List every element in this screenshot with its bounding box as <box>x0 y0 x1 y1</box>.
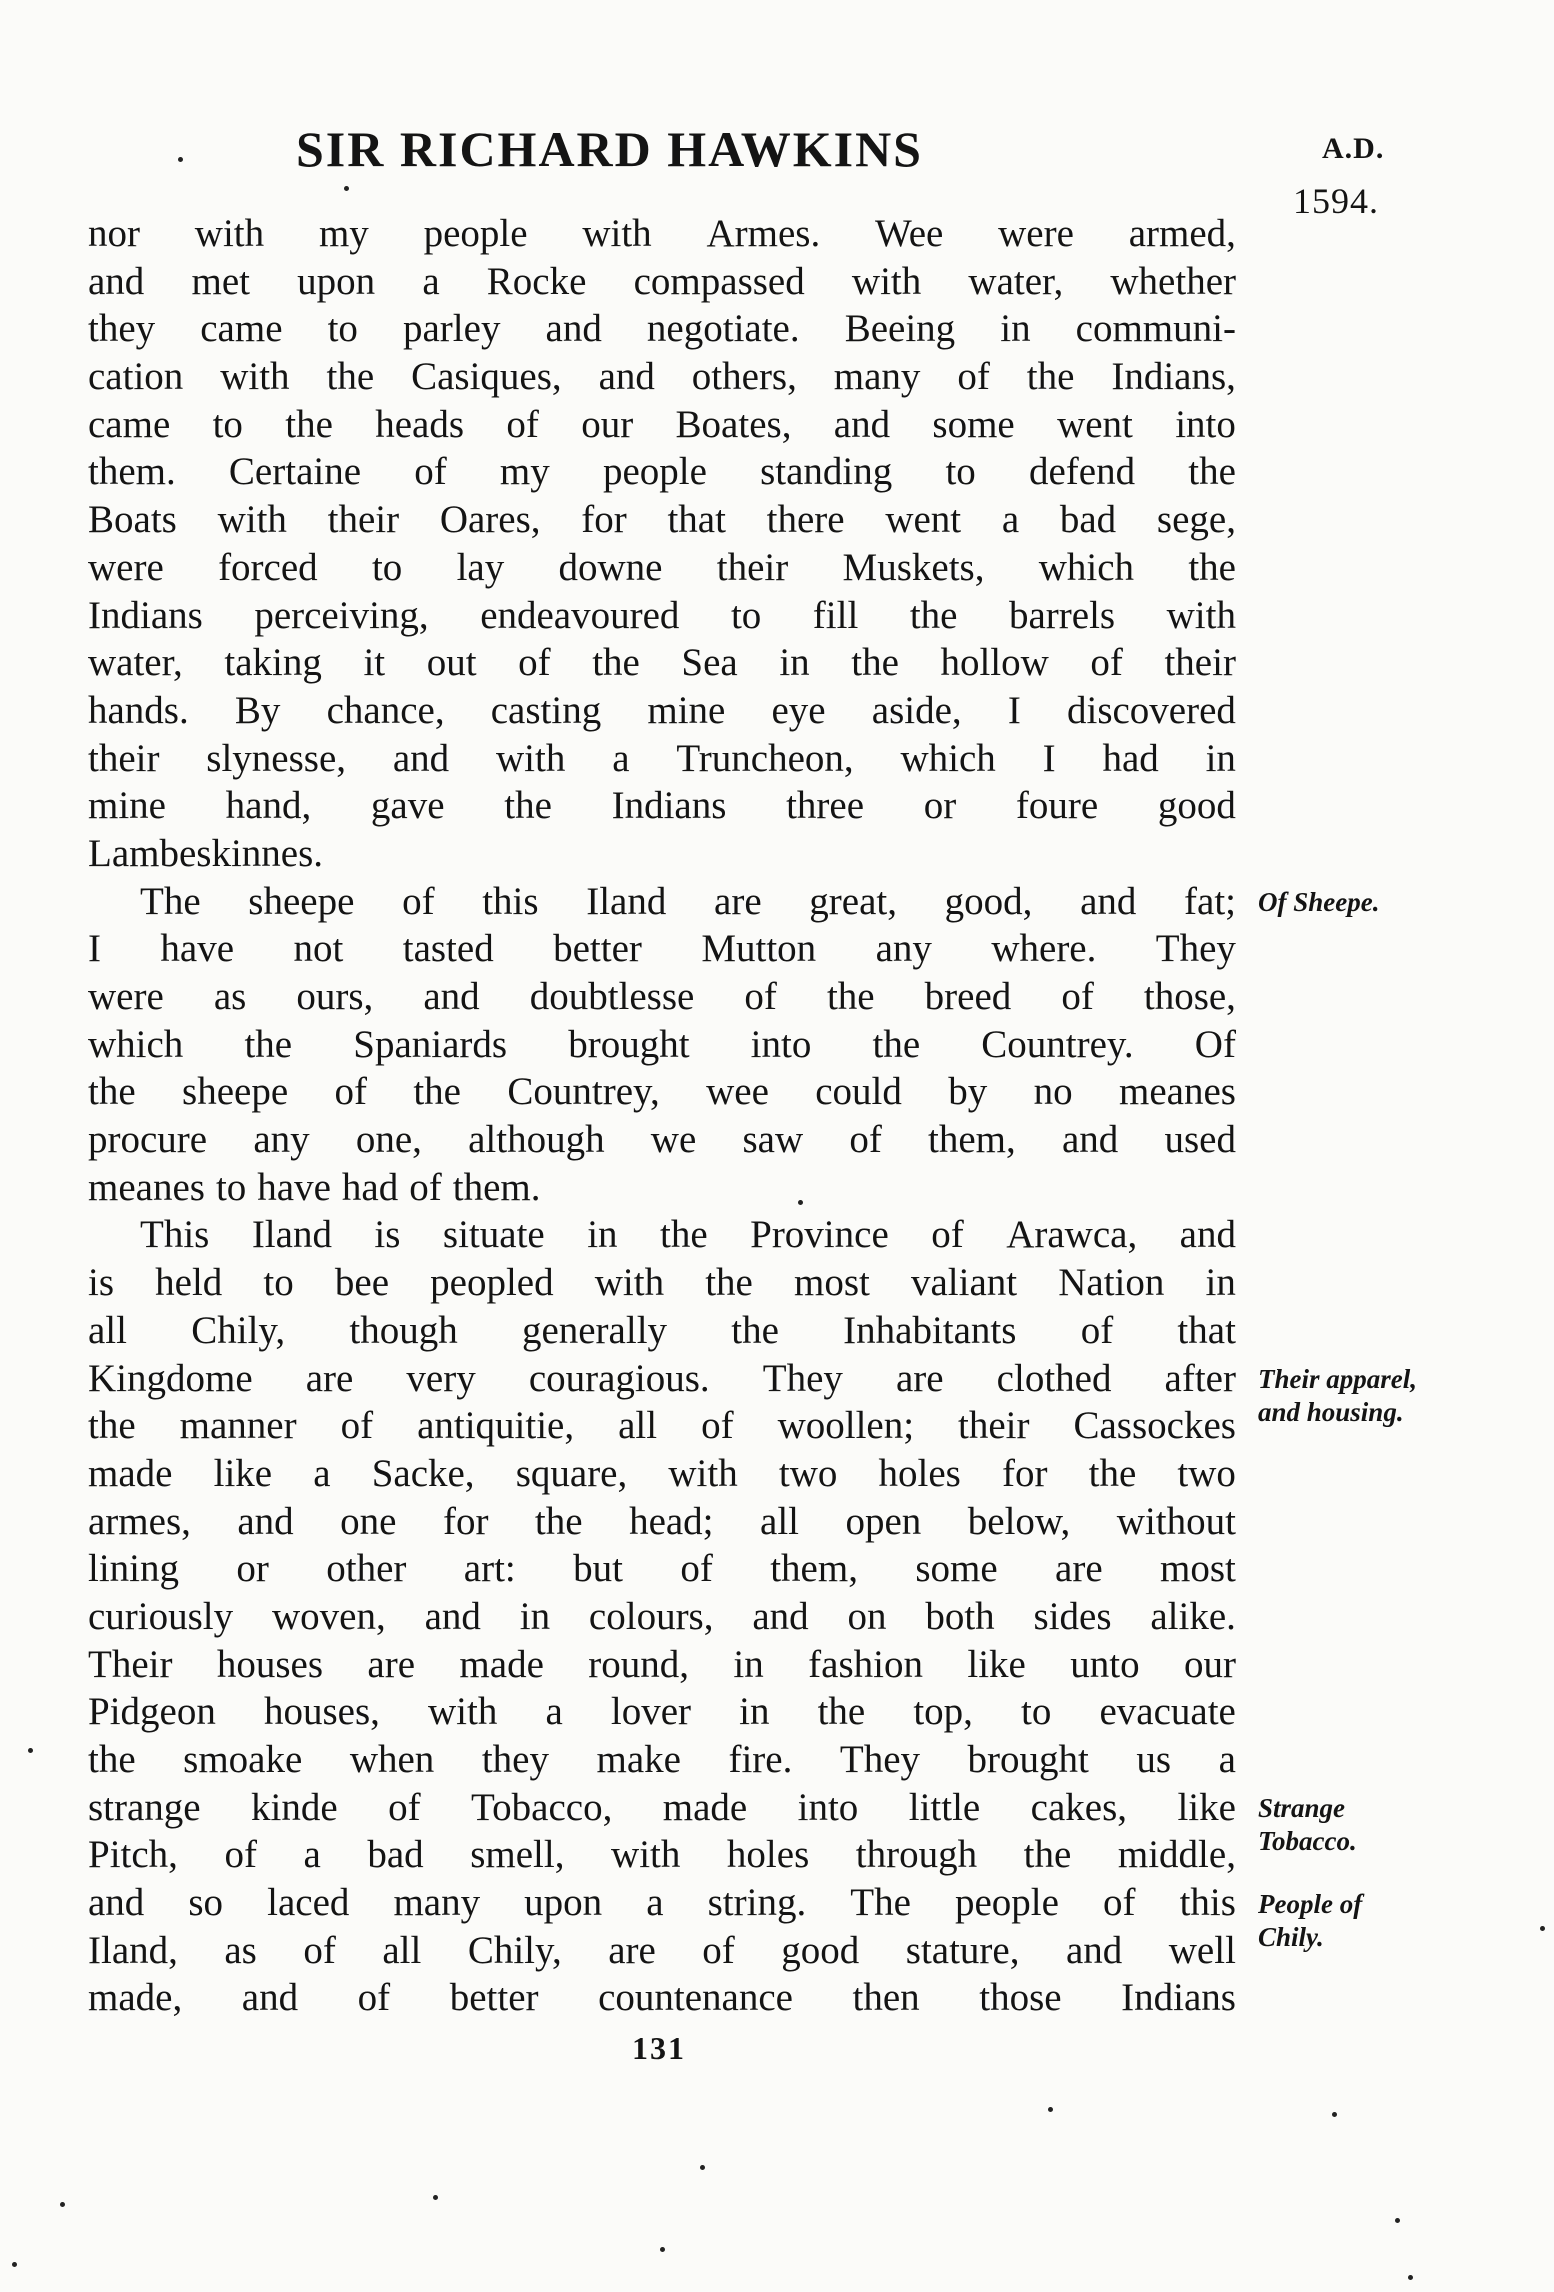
text-line: I have not tasted better Mutton any where. They <box>88 927 1236 971</box>
text-line: made like a Sacke, square, with two holes for the two <box>88 1451 1236 1495</box>
scan-speck <box>178 157 183 162</box>
text-line: and met upon a Rocke compassed with water, whether <box>88 259 1236 303</box>
margin-note: Of Sheepe. <box>1258 886 1380 917</box>
margin-note: People of Chily. <box>1258 1888 1363 1952</box>
text-line: procure any one, although we saw of them, and used <box>88 1118 1236 1162</box>
scan-speck <box>700 2165 705 2170</box>
text-line: Boats with their Oares, for that there went a bad sege, <box>88 498 1236 542</box>
running-title: SIR RICHARD HAWKINS <box>296 121 923 177</box>
text-line: water, taking it out of the Sea in the hollow of their <box>88 641 1236 685</box>
text-line: cation with the Casiques, and others, many of the Indians, <box>88 355 1236 399</box>
text-line: made, and of better countenance then those Indians <box>88 1976 1236 2020</box>
text-line: they came to parley and negotiate. Beeing in communi- <box>88 307 1236 351</box>
scan-speck <box>660 2247 665 2252</box>
text-line: strange kinde of Tobacco, made into little cakes, like <box>88 1785 1236 1829</box>
text-line: and so laced many upon a string. The people of this <box>88 1881 1236 1925</box>
text-line: which the Spaniards brought into the Countrey. Of <box>88 1022 1236 1066</box>
text-line: This Iland is situate in the Province of Arawca, and <box>140 1213 1236 1257</box>
text-line: were as ours, and doubtlesse of the breed of those, <box>88 975 1236 1018</box>
body-text <box>88 210 1236 2022</box>
scan-speck <box>28 1748 33 1753</box>
text-line: came to the heads of our Boates, and some went into <box>88 402 1236 446</box>
text-line: Kingdome are very couragious. They are clothed after <box>88 1356 1236 1400</box>
text-line: the smoake when they make fire. They brought us a <box>88 1738 1236 1781</box>
text-line: Pidgeon houses, with a lover in the top, to evacuate <box>88 1690 1236 1734</box>
text-line: Lambeskinnes. <box>88 831 324 875</box>
scan-speck <box>1408 2275 1413 2280</box>
text-line: Pitch, of a bad smell, with holes through the middle, <box>88 1833 1236 1877</box>
margin-note: Strange Tobacco. <box>1258 1793 1357 1857</box>
year-value: 1594. <box>1293 181 1379 221</box>
text-line: mine hand, gave the Indians three or foure good <box>88 784 1236 828</box>
page-number: 131 <box>632 2030 686 2066</box>
text-line: all Chily, though generally the Inhabitants of that <box>88 1308 1236 1352</box>
text-line: armes, and one for the head; all open below, without <box>88 1499 1236 1543</box>
year-label: A.D. <box>1322 132 1385 165</box>
scan-speck <box>1332 2112 1337 2117</box>
text-line: lining or other art: but of them, some are most <box>88 1547 1236 1591</box>
text-line: their slynesse, and with a Truncheon, which I had in <box>88 736 1236 780</box>
text-line: the manner of antiquitie, all of woollen; their Cassockes <box>88 1404 1236 1448</box>
scan-speck <box>60 2202 65 2207</box>
text-line: were forced to lay downe their Muskets, which the <box>88 545 1236 589</box>
text-line: meanes to have had of them. <box>88 1165 541 1209</box>
text-line: Indians perceiving, endeavoured to fill the barrels with <box>88 593 1236 637</box>
text-line: curiously woven, and in colours, and on both sides alike. <box>88 1594 1236 1638</box>
scan-speck <box>12 2262 17 2267</box>
margin-note: Their apparel, and housing. <box>1258 1363 1417 1427</box>
text-line: the sheepe of the Countrey, wee could by no meanes <box>88 1070 1236 1114</box>
text-line: hands. By chance, casting mine eye aside, I discovered <box>88 688 1236 732</box>
text-line: Their houses are made round, in fashion like unto our <box>88 1642 1236 1686</box>
text-line: them. Certaine of my people standing to defend the <box>88 450 1236 494</box>
text-line: nor with my people with Armes. Wee were armed, <box>88 212 1236 255</box>
scan-speck <box>1048 2107 1053 2112</box>
scan-speck <box>1395 2218 1400 2223</box>
scan-speck <box>798 1200 803 1205</box>
scan-speck <box>344 186 349 191</box>
text-line: is held to bee peopled with the most valiant Nation in <box>88 1261 1236 1305</box>
text-line: Iland, as of all Chily, are of good stature, and well <box>88 1928 1236 1972</box>
text-line: The sheepe of this Iland are great, good, and fat; <box>140 879 1236 923</box>
scan-speck <box>433 2195 438 2200</box>
scan-speck <box>1540 1926 1545 1931</box>
